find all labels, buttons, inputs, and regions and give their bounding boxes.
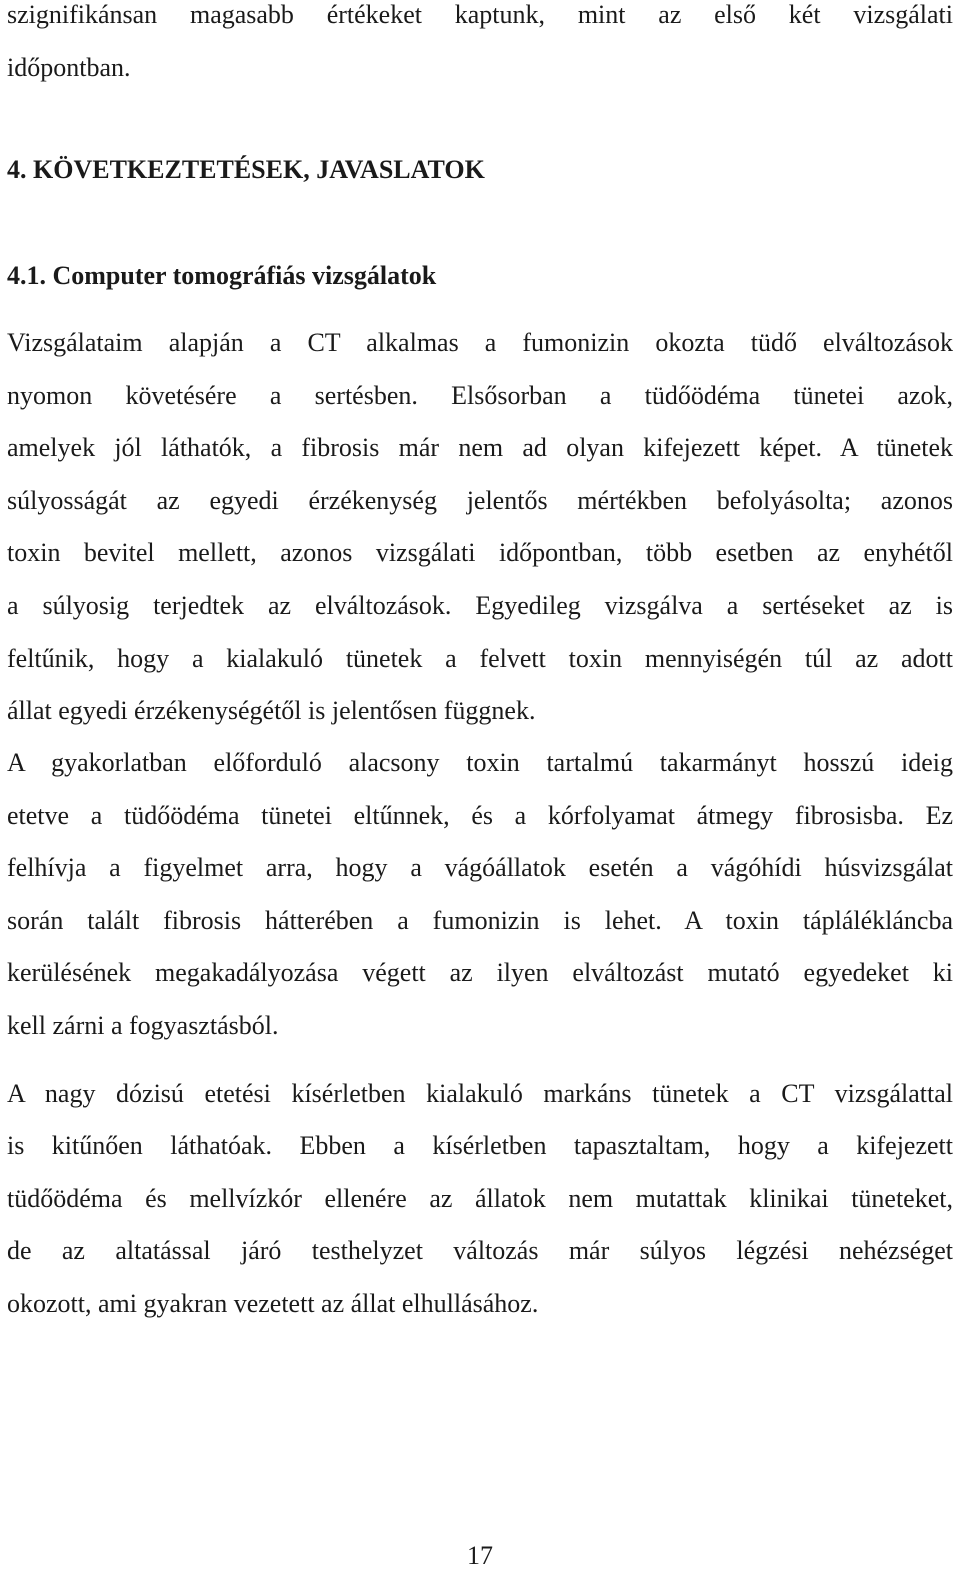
paragraph-1-line-4: súlyosságát az egyedi érzékenység jelentős mértékben befolyásolta; azonos xyxy=(7,486,953,515)
paragraph-2-line-3: felhívja a figyelmet arra, hogy a vágóállatok esetén a vágóhídi húsvizsgálat xyxy=(7,853,953,882)
paragraph-3-line-4: de az altatással járó testhelyzet változás már súlyos légzési nehézséget xyxy=(7,1236,953,1265)
paragraph-1-line-7: feltűnik, hogy a kialakuló tünetek a felvett toxin mennyiségén túl az adott xyxy=(7,644,953,673)
paragraph-1-line-6: a súlyosig terjedtek az elváltozások. Egyedileg vizsgálva a sertéseket az is xyxy=(7,591,953,620)
paragraph-1-line-2: nyomon követésére a sertésben. Elsősorban a tüdőödéma tünetei azok, xyxy=(7,381,953,410)
paragraph-2-line-1: A gyakorlatban előforduló alacsony toxin tartalmú takarmányt hosszú ideig xyxy=(7,748,953,777)
paragraph-3-line-2: is kitűnően láthatóak. Ebben a kísérletben tapasztaltam, hogy a kifejezett xyxy=(7,1131,953,1160)
paragraph-2-line-2: etetve a tüdőödéma tünetei eltűnnek, és a kórfolyamat átmegy fibrosisba. Ez xyxy=(7,801,953,830)
paragraph-2-line-5: kerülésének megakadályozása végett az ilyen elváltozást mutató egyedeket ki xyxy=(7,958,953,987)
paragraph-2-line-4: során talált fibrosis hátterében a fumonizin is lehet. A toxin táplálékláncba xyxy=(7,906,953,935)
paragraph-1-line-5: toxin bevitel mellett, azonos vizsgálati időpontban, több esetben az enyhétől xyxy=(7,538,953,567)
paragraph-1-line-8: állat egyedi érzékenységétől is jelentősen függnek. xyxy=(7,696,536,725)
paragraph-2-line-6: kell zárni a fogyasztásból. xyxy=(7,1011,279,1040)
section-heading: 4.1. Computer tomográfiás vizsgálatok xyxy=(7,261,437,290)
carryover-line-1: szignifikánsan magasabb értékeket kaptunk, mint az első két vizsgálati xyxy=(7,0,953,29)
page-number: 17 xyxy=(467,1541,493,1570)
paragraph-1-line-3: amelyek jól láthatók, a fibrosis már nem ad olyan kifejezett képet. A tünetek xyxy=(7,433,953,462)
carryover-line-2: időpontban. xyxy=(7,53,131,82)
paragraph-3-line-3: tüdőödéma és mellvízkór ellenére az állatok nem mutattak klinikai tüneteket, xyxy=(7,1184,953,1213)
paragraph-3-line-1: A nagy dózisú etetési kísérletben kialakuló markáns tünetek a CT vizsgálattal xyxy=(7,1079,953,1108)
paragraph-3-line-5: okozott, ami gyakran vezetett az állat elhullásához. xyxy=(7,1289,539,1318)
chapter-heading: 4. KÖVETKEZTETÉSEK, JAVASLATOK xyxy=(7,155,485,184)
paragraph-1-line-1: Vizsgálataim alapján a CT alkalmas a fumonizin okozta tüdő elváltozások xyxy=(7,328,953,357)
